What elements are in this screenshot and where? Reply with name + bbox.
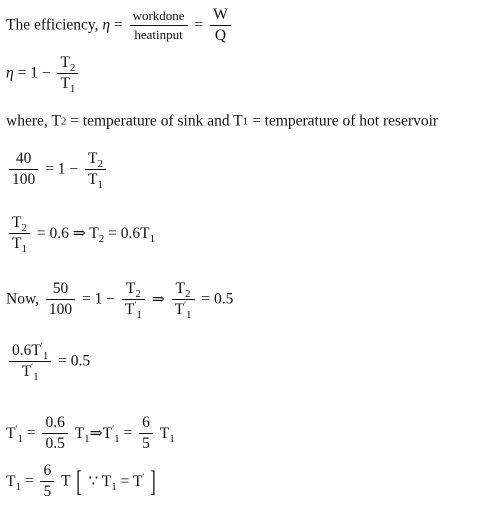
fraction-t2-t1 <box>85 150 106 189</box>
eta-symbol: η <box>102 16 111 34</box>
line-t1-prime-solution: $T'_1$ = $\frac{0.6}{0.5}$ $T_1\Rightarrow T'_1$ = $\frac{6}{5}$ $T_1$ <box>6 414 175 452</box>
line-40-over-100 <box>6 150 109 189</box>
denominator: Q <box>210 25 231 45</box>
numerator: W <box>213 6 228 23</box>
result: = 0.5 <box>201 290 234 308</box>
line-t1-final: $T_1$ = $\frac{6}{5}$ T [ ∵ $T_1 = T'$ ] <box>6 462 157 500</box>
numerator: $T_2$ <box>60 54 76 74</box>
eta-symbol: η <box>6 64 14 82</box>
line-0-6t1-prime <box>6 342 90 381</box>
fraction-0-6t1-prime-over-t1-prime <box>9 342 51 381</box>
line-now-50-over-100 <box>6 280 233 319</box>
numerator: $T_2$ <box>87 150 103 170</box>
text: Now, <box>6 290 40 308</box>
fraction-t2-t1-prime <box>172 280 195 319</box>
equals: = <box>113 16 123 34</box>
close-bracket: ] <box>150 464 157 498</box>
fraction-0-6-over-0-5 <box>42 414 67 453</box>
fraction-t2-t1 <box>9 214 30 253</box>
fraction-6-over-5 <box>40 462 54 501</box>
fraction-40-100 <box>9 150 38 189</box>
numerator: $T_2$ <box>125 280 141 300</box>
denominator: $T_1$ <box>85 169 106 189</box>
denominator: $T'_1$ <box>122 299 145 319</box>
denominator: 5 <box>40 481 54 501</box>
denominator: 0.5 <box>42 433 67 453</box>
expression: = 1 − <box>45 160 79 178</box>
numerator: 0.6 <box>45 414 65 431</box>
numerator: 6 <box>43 462 52 479</box>
denominator: $T_1$ <box>57 73 78 93</box>
result: = 0.5 <box>58 352 91 370</box>
numerator: workdone <box>132 8 185 23</box>
numerator: 6 <box>142 414 150 431</box>
line-efficiency-temperature <box>6 54 81 93</box>
line-where-definitions: where, T2 = temperature of sink and T1 = temperature of hot reservoir <box>6 112 439 130</box>
fraction-t2-t1-prime <box>122 280 145 319</box>
expression: = 1 − <box>17 64 51 82</box>
fraction-t2-t1 <box>57 54 78 93</box>
denominator: 100 <box>9 169 38 189</box>
numerator: 40 <box>15 150 32 167</box>
open-bracket: [ <box>76 464 83 498</box>
numerator: $T_2$ <box>175 280 191 300</box>
fraction-workdone-heatinput <box>130 8 188 43</box>
implies-arrow: ⇒ <box>151 291 165 308</box>
equals: = <box>194 16 204 34</box>
line-ratio-0-6: $\frac{T_2}{T_1}$ = 0.6 ⇒ $T_2 = 0.6T_1$ <box>6 214 155 253</box>
denominator: 100 <box>46 299 75 319</box>
numerator: 50 <box>52 280 69 297</box>
fraction-6-over-5 <box>139 414 153 453</box>
expression: = 1 − <box>82 290 115 308</box>
denominator: 5 <box>139 433 153 453</box>
denominator: $T'_1$ <box>172 299 195 319</box>
denominator: $T_1$ <box>9 233 30 253</box>
text: The efficiency, <box>6 16 99 34</box>
numerator: $0.6T'_1$ <box>12 341 49 362</box>
denominator: heatinput <box>130 25 188 43</box>
numerator: $T_2$ <box>12 214 27 234</box>
denominator: $T'_1$ <box>9 361 51 381</box>
line-efficiency-definition <box>6 6 234 45</box>
fraction-w-q <box>210 6 231 45</box>
fraction-50-100 <box>46 280 75 319</box>
